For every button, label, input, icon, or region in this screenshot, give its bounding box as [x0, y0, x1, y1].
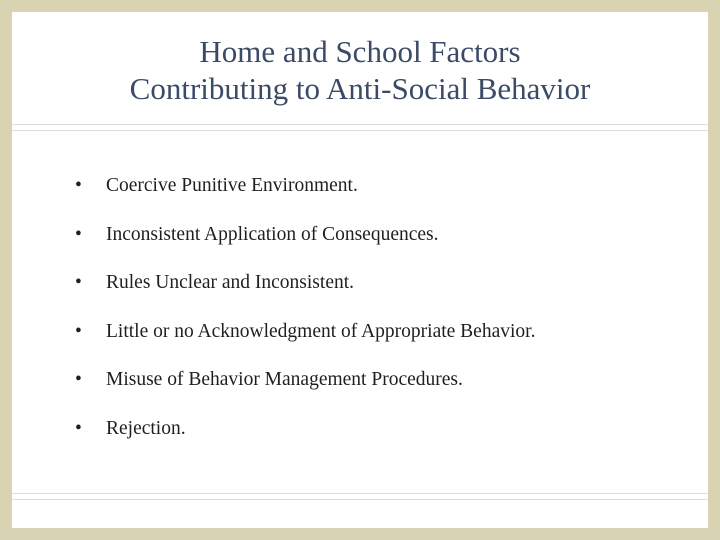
bullet-item [74, 271, 634, 296]
bullet-text: Little or no Acknowledgment of Appropriate Behavior. [106, 320, 536, 342]
bullet-item [74, 320, 634, 345]
bullet-text: Rejection. [106, 417, 186, 439]
title-divider-top [12, 124, 708, 125]
bullet-text: Rules Unclear and Inconsistent. [106, 272, 355, 293]
footer-divider-bottom [12, 499, 708, 500]
bullet-text: Inconsistent Application of Consequences. [106, 223, 439, 245]
bullet-item [74, 223, 634, 248]
bullet-marker: • [75, 417, 82, 439]
title-divider-bottom [12, 130, 708, 131]
slide-title [12, 12, 708, 127]
title-line-1: Home and School Factors [199, 33, 521, 69]
bullet-item [74, 368, 634, 393]
bullet-item [74, 417, 634, 442]
bullet-text: Coercive Punitive Environment. [106, 175, 358, 196]
bullet-item [74, 174, 634, 199]
bullet-marker: • [75, 272, 82, 293]
footer-divider-top [12, 493, 708, 494]
bullet-marker: • [75, 175, 82, 196]
bullet-list [74, 174, 634, 465]
bullet-marker: • [75, 320, 82, 342]
title-line-2: Contributing to Anti-Social Behavior [129, 70, 591, 106]
bullet-marker: • [75, 369, 82, 390]
bullet-marker: • [75, 223, 82, 245]
slide [12, 12, 708, 528]
bullet-text: Misuse of Behavior Management Procedures. [106, 369, 463, 390]
